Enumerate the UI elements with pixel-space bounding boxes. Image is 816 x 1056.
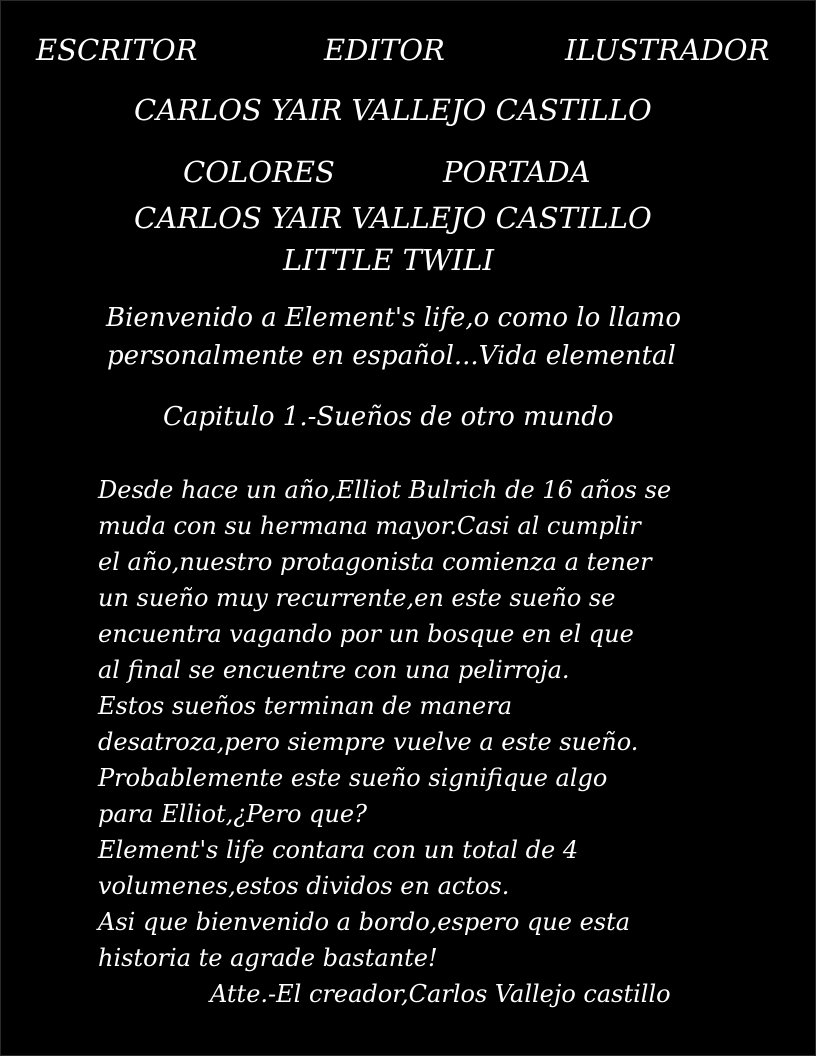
story-line: historia te agrade bastante! <box>98 944 438 972</box>
story-line: Element's life contara con un total de 4 <box>98 836 579 864</box>
colors-artist-name: CARLOS YAIR VALLEJO CASTILLO <box>134 201 652 235</box>
cover-artist-name: LITTLE TWILI <box>283 243 494 277</box>
story-line: al final se encuentre con una pelirroja. <box>98 656 570 684</box>
story-line: Probablemente este sueño signifique algo <box>98 764 608 792</box>
story-line: encuentra vagando por un bosque en el que <box>98 620 634 648</box>
story-line: un sueño muy recurrente,en este sueño se <box>98 584 616 612</box>
story-line: volumenes,estos dividos en actos. <box>98 872 510 900</box>
story-line: Estos sueños terminan de manera <box>98 692 513 720</box>
role-editor: EDITOR <box>324 33 445 67</box>
story-line: Asi que bienvenido a bordo,espero que esta <box>98 908 631 936</box>
author-signature: Atte.-El creador,Carlos Vallejo castillo <box>210 980 671 1008</box>
author-name: CARLOS YAIR VALLEJO CASTILLO <box>134 93 652 127</box>
chapter-title: Capitulo 1.-Sueños de otro mundo <box>163 402 614 432</box>
story-line: para Elliot,¿Pero que? <box>98 800 367 828</box>
welcome-line-1: Bienvenido a Element's life,o como lo llamo <box>106 303 681 333</box>
role-writer: ESCRITOR <box>36 33 198 67</box>
story-line: el año,nuestro protagonista comienza a tener <box>98 548 652 576</box>
story-line: Desde hace un año,Elliot Bulrich de 16 años se <box>98 476 672 504</box>
story-line: muda con su hermana mayor.Casi al cumplir <box>98 512 641 540</box>
welcome-line-2: personalmente en español...Vida elemental <box>107 341 676 371</box>
role-cover: PORTADA <box>443 155 591 189</box>
role-illustrator: ILUSTRADOR <box>565 33 770 67</box>
role-colors: COLORES <box>183 155 335 189</box>
story-line: desatroza,pero siempre vuelve a este sueño. <box>98 728 639 756</box>
